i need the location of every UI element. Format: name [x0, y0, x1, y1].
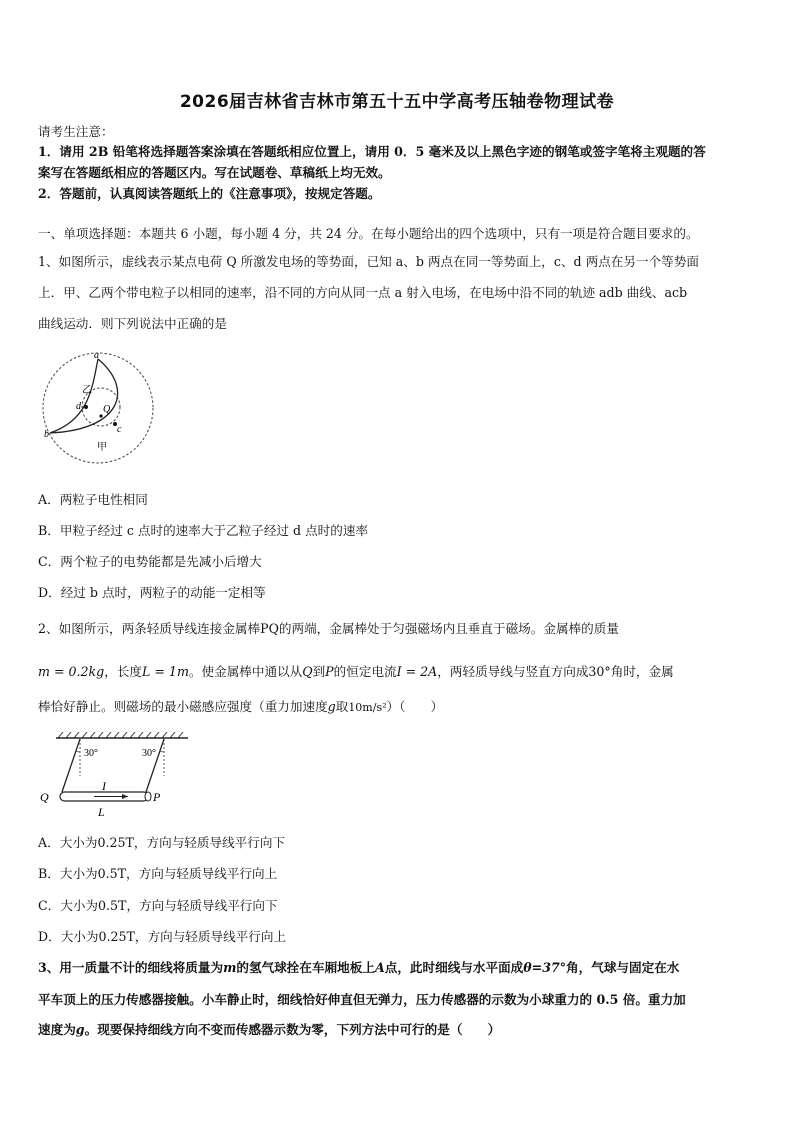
label-P: P [153, 790, 161, 804]
q2-length-prefix: ，长度 [104, 664, 143, 679]
q2-stem-line-1: 2、如图所示，两条轻质导线连接金属棒PQ的两端，金属棒处于匀强磁场内且垂直于磁场。金属棒的质量 [38, 621, 619, 636]
q3-g-symbol: g [75, 1022, 85, 1037]
q3-line3-b: 。现要保持细线方向不变而传感器示数为零，下列方法中可行的是（ ） [84, 1022, 501, 1037]
q2-current-value: I = 2A [396, 664, 438, 679]
q1-stem-line-1: 1、如图所示，虚线表示某点电荷 Q 所激发电场的等势面，已知 a、b 两点在同一等势面上，c、d 两点在另一个等势面 [38, 254, 699, 269]
q1-option-b: B．甲粒子经过 c 点时的速率大于乙粒子经过 d 点时的速率 [38, 523, 369, 538]
q2-angle-prefix: ，两轻质导线与竖直方向成 [437, 664, 589, 679]
notice-item-1-line-1: 1．请用 2B 铅笔将选择题答案涂填在答题纸相应位置上，请用 0．5 毫米及以上黑色字迹的钢笔或签字笔将主观题的答 [38, 144, 706, 159]
q2-line3-mid: 取 [335, 699, 349, 714]
q1-equipotential-figure [40, 350, 160, 465]
q2-current-mid: 的恒定电流 [333, 664, 397, 679]
q3-stem-line-3 [38, 1019, 500, 1038]
right-wire [146, 739, 164, 792]
q2-g-value: 10m/s² [348, 701, 387, 714]
q2-metal-rod-figure [36, 730, 196, 822]
label-L: L [98, 805, 105, 819]
page-title: 2026届吉林省吉林市第五十五中学高考压轴卷物理试卷 [179, 92, 615, 112]
q3-mass-symbol: m [223, 960, 237, 975]
q2-angle-value: 30° [588, 664, 611, 679]
label-angle-right: 30° [142, 748, 156, 759]
q2-to: 到 [312, 664, 326, 679]
q2-option-c: C．大小为0.5T，方向与轻质导线平行向下 [38, 898, 278, 913]
q2-from-Q: Q [302, 664, 313, 679]
q1-stem-line-2: 上．甲、乙两个带电粒子以相同的速率，沿不同的方向从同一点 a 射入电场，在电场中沿不同的轨迹 adb 曲线、acb [38, 285, 688, 300]
right-angle-arc [160, 751, 164, 752]
left-angle-arc [76, 751, 80, 752]
q1-stem-line-3: 曲线运动．则下列说法中正确的是 [38, 316, 227, 331]
ceiling-hatch [58, 732, 183, 738]
q2-stem-line-2 [38, 661, 674, 680]
q1-option-a: A．两粒子电性相同 [38, 492, 148, 507]
q2-angle-suffix: 角时，金属 [610, 664, 674, 679]
q3-line1-d: 角，气球与固定在水 [566, 960, 680, 975]
label-I: I [102, 779, 106, 793]
label-c: c [117, 424, 122, 435]
trajectory-acb [50, 359, 118, 433]
q2-line3-prefix: 棒恰好静止。则磁场的最小磁感应强度（重力加速度 [38, 699, 328, 714]
q2-option-d: D．大小为0.25T，方向与轻质导线平行向上 [38, 929, 287, 944]
q3-stem-line-1 [38, 957, 679, 976]
label-angle-left: 30° [84, 748, 98, 759]
trajectory-adb [50, 359, 98, 433]
q2-mass-value: m = 0.2kg [38, 664, 105, 679]
q2-option-a: A．大小为0.25T，方向与轻质导线平行向下 [38, 835, 286, 850]
q2-stem-line-3 [38, 696, 443, 715]
q3-line1-a: 3、用一质量不计的细线将质量为 [38, 960, 224, 975]
q2-length-value: L = 1m [142, 664, 189, 679]
q3-line1-c: 点，此时细线与水平面成 [384, 960, 524, 975]
left-wire [62, 739, 80, 792]
q3-line1-b: 的氢气球拴在车厢地板上 [236, 960, 375, 975]
q2-current-prefix: 。使金属棒中通以从 [188, 664, 303, 679]
label-jia: 甲 [97, 442, 107, 453]
label-d: d [76, 401, 81, 412]
label-a: a [94, 350, 99, 361]
notice-heading: 请考生注意： [38, 124, 114, 139]
label-Q: Q [40, 790, 49, 804]
q1-option-d: D．经过 b 点时，两粒子的动能一定相等 [38, 585, 266, 600]
label-Q: Q [103, 404, 111, 415]
q3-stem-line-2: 平车顶上的压力传感器接触。小车静止时，细线恰好伸直但无弹力，压力传感器的示数为小球重力的 0.5 倍。重力加 [38, 992, 686, 1007]
label-b: b [44, 429, 49, 440]
q2-option-b: B．大小为0.5T，方向与轻质导线平行向上 [38, 866, 278, 881]
rod-end-p [145, 792, 151, 801]
notice-item-1-line-2: 案写在答题纸相应的答题区内。写在试题卷、草稿纸上均无效。 [38, 165, 391, 180]
point-d-dot [84, 405, 88, 409]
q1-option-c: C．两个粒子的电势能都是先减小后增大 [38, 554, 262, 569]
q2-g-symbol: g [327, 699, 336, 714]
notice-item-2: 2．答题前，认真阅读答题纸上的《注意事项》，按规定答题。 [38, 186, 381, 201]
label-yi: 乙 [82, 385, 92, 396]
q3-theta-value: θ=37° [523, 960, 567, 975]
q2-to-P: P [325, 664, 334, 679]
section-heading: 一、单项选择题：本题共 6 小题，每小题 4 分，共 24 分。在每小题给出的四个选项中，只有一项是符合题目要求的。 [38, 226, 699, 241]
q3-point-A: A [374, 960, 385, 975]
q2-line3-suffix: ）（ ） [386, 699, 444, 714]
q3-line3-a: 速度为 [38, 1022, 76, 1037]
